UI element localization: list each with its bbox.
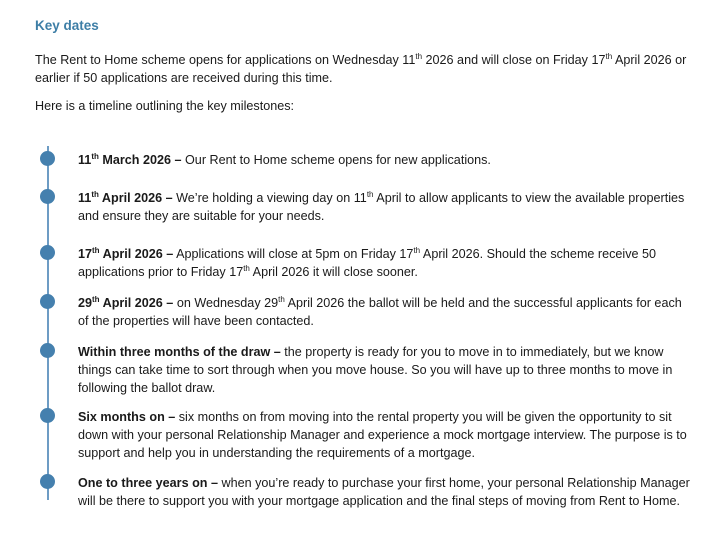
timeline-item-5 [78, 343, 693, 397]
timeline-item-4: 29th April 2026 – on Wednesday 29th April 2026 the ballot will be held and the successful applicants for each of the properties will have been contacted. [78, 294, 682, 328]
intro-text-2: 2026 and will close on Friday 17 [422, 53, 606, 67]
timeline-dot [40, 294, 55, 309]
timeline-lead: Here is a timeline outlining the key milestones: [35, 99, 294, 113]
timeline-label: Within three months of the draw – [78, 345, 281, 359]
timeline-text: six months on from moving into the rental property you will be given the opportunity to sit down with your personal Relationship Manager and experience a mock mortgage interview. The purpose is to support and help you in understanding the requirements of a mortgage. [78, 410, 687, 460]
timeline-date: 17th April 2026 – [78, 245, 174, 261]
timeline-dot [40, 343, 55, 358]
timeline-dot [40, 189, 55, 204]
intro-paragraph [35, 51, 705, 87]
timeline-text: April to allow applicants to view the available properties and ensure they are suitable for your needs. [78, 191, 685, 223]
timeline-item-2: 11th April 2026 – We’re holding a viewing day on 11th April to allow applicants to view the available properties and ensure they are suitable for your needs. [78, 189, 685, 223]
timeline-dot [40, 151, 55, 166]
timeline-date: 29th April 2026 – [78, 294, 174, 310]
timeline-text: the property is ready for you to move in to immediately, but we know things can take time to sort through when you move house. So you will have up to three months to move in following the ballot draw. [78, 345, 673, 395]
timeline-date: 11th March 2026 – [78, 151, 182, 167]
timeline-dot [40, 408, 55, 423]
timeline-text: We’re holding a viewing day on 11 [172, 191, 367, 205]
timeline-date: 11th April 2026 – [78, 189, 173, 205]
intro-text-1: The Rent to Home scheme opens for applications on Wednesday 11 [35, 53, 416, 67]
timeline-label: Six months on – [78, 410, 176, 424]
timeline-text: April 2026 the ballot will be held and the successful applicants for each of the properties will have been contacted. [78, 296, 682, 328]
timeline-text: Applications will close at 5pm on Friday 17 [173, 247, 414, 261]
intro-sup-1: th [415, 51, 423, 61]
timeline-text: Our Rent to Home scheme opens for new applications. [181, 153, 491, 167]
timeline-text: April 2026. Should the scheme receive 50 applications prior to Friday 17 [78, 247, 657, 279]
timeline-text: April 2026 it will close sooner. [249, 265, 418, 279]
section-heading: Key dates [35, 18, 99, 33]
timeline-text: on Wednesday 29 [173, 296, 279, 310]
timeline-item-7 [78, 474, 693, 510]
intro-sup-2: th [605, 51, 613, 61]
timeline-item-6 [78, 408, 693, 462]
timeline-dot [40, 474, 55, 489]
timeline-text: when you’re ready to purchase your first home, your personal Relationship Manager will be there to support you with your mortgage application and the final steps of moving from Rent to Home. [78, 476, 690, 508]
timeline-item-1 [78, 151, 693, 169]
timeline-label: One to three years on – [78, 476, 218, 490]
timeline-dot [40, 245, 55, 260]
timeline-item-3: 17th April 2026 – Applications will close at 5pm on Friday 17th April 2026. Should the scheme receive 50 applications prior to Friday 17th April 2026 it will close sooner. [78, 245, 657, 279]
intro-text-3: April 2026 or earlier if 50 applications are received during this time. [35, 53, 687, 85]
